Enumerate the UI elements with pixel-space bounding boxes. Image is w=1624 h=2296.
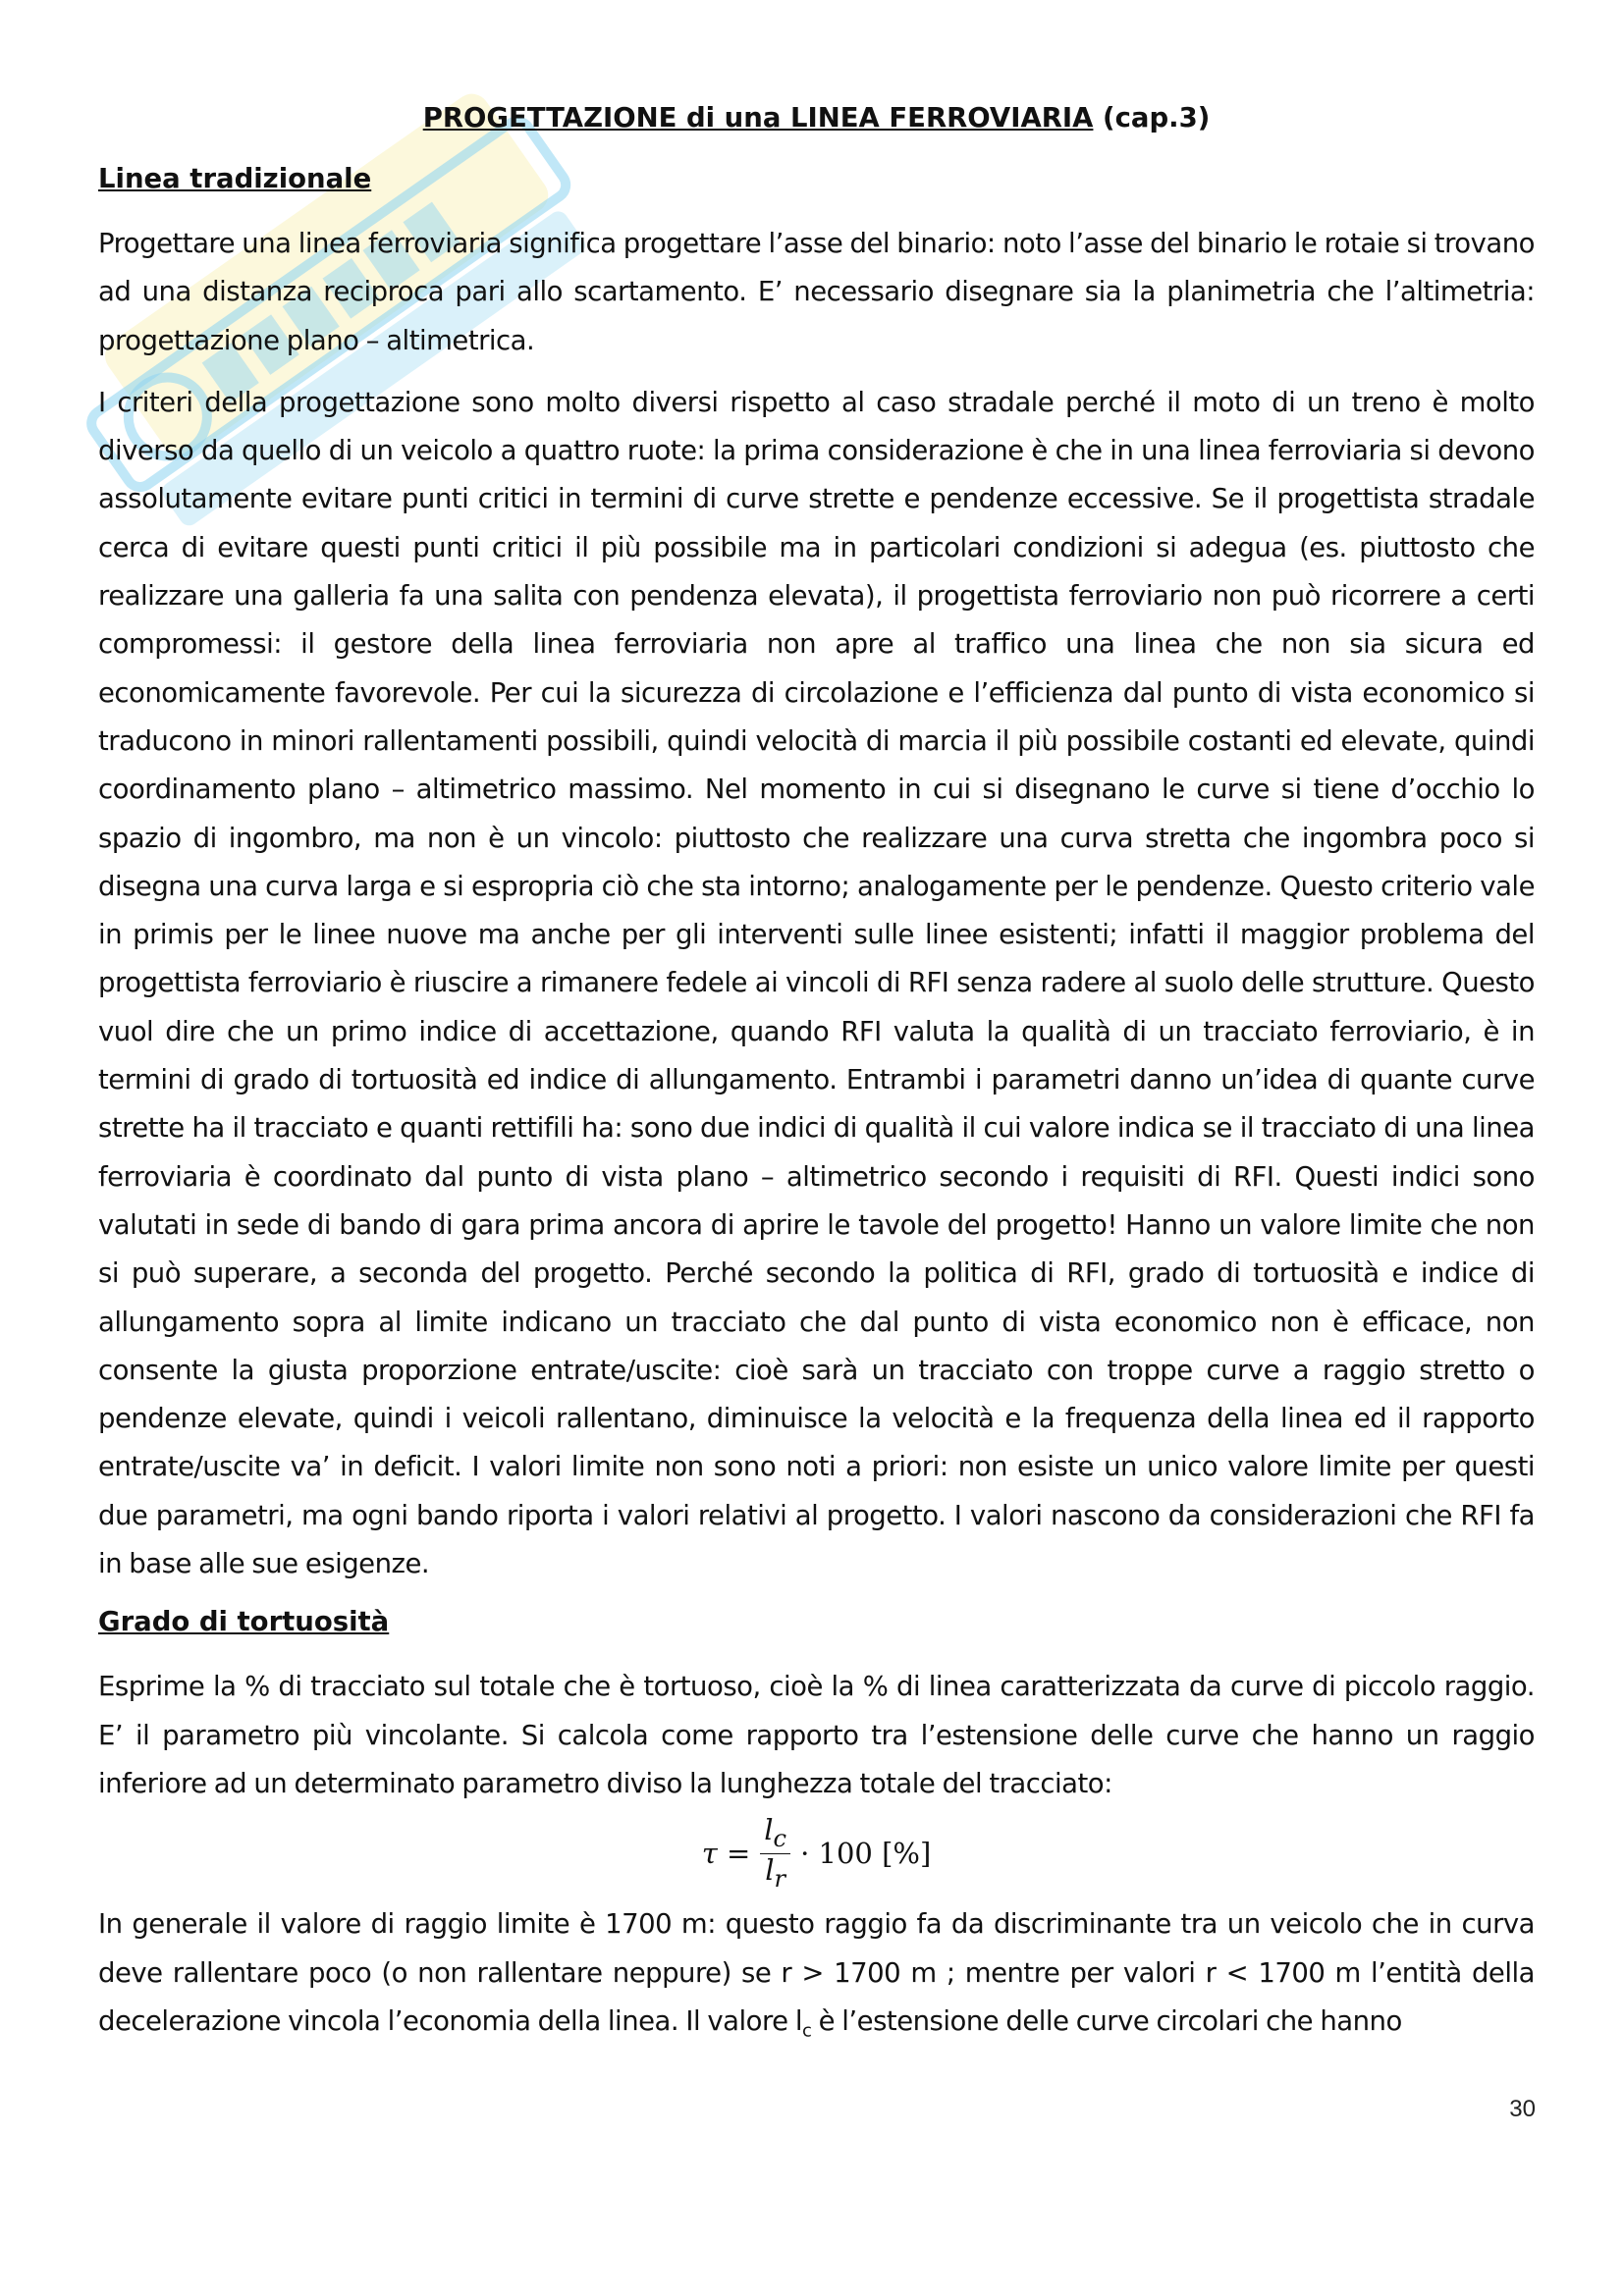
- tortuosity-formula: [98, 1812, 1535, 1895]
- formula-fraction: [760, 1814, 790, 1893]
- document-title: [98, 98, 1535, 137]
- formula-numerator: $l_c$: [760, 1814, 790, 1854]
- paragraph: In generale il valore di raggio limite è 1700 m: questo raggio fa da discriminante tra un veicolo che in curva deve rallentare poco (o non rallentare neppure) se r > 1700 m ; mentre per valori r < 1700 m l’entità della decelerazione vincola l’economia della linea. Il valore $l_c$ è l’estensione delle curve circolari che hanno: [98, 1908, 1535, 2042]
- paragraph: I criteri della progettazione sono molto diversi rispetto al caso stradale perché il moto di un treno è molto diverso da quello di un veicolo a quattro ruote: la prima considerazione è che in una linea ferroviaria si devono assolutamente evitare punti critici in termini di curve strette e pendenze eccessive. Se il progettista stradale cerca di evitare questi punti critici il più possibile ma in particolari condizioni si adegua (es. piuttosto che realizzare una galleria fa una salita con pendenza elevata), il progettista ferroviario non può ricorrere a certi compromessi: il gestore della linea ferroviaria non apre al traffico una linea che non sia sicura ed economicamente favorevole. Per cui la sicurezza di circolazione e l’efficienza dal punto di vista economico si traducono in minori rallentamenti possibili, quindi velocità di marcia il più possibile costanti ed elevate, quindi coordinamento plano – altimetrico massimo. Nel momento in cui si disegnano le curve si tiene d’occhio lo spazio di ingombro, ma non è un vincolo: piuttosto che realizzare una curva stretta che ingombra poco si disegna una curva larga e si espropria ciò che sta intorno; analogamente per le pendenze. Questo criterio vale in primis per le linee nuove ma anche per gli interventi sulle linee esistenti; infatti il maggior problema del progettista ferroviario è riuscire a rimanere fedele ai vincoli di RFI senza radere al suolo delle strutture. Questo vuol dire che un primo indice di accettazione, quando RFI valuta la qualità di un tracciato ferroviario, è in termini di grado di tortuosità ed indice di allungamento. Entrambi i parametri danno un’idea di quante curve strette ha il tracciato e quanti rettifili ha: sono due indici di qualità il cui valore indica se il tracciato di una linea ferroviaria è coordinato dal punto di vista plano – altimetrico secondo i requisiti di RFI. Questi indici sono valutati in sede di bando di gara prima ancora di aprire le tavole del progetto! Hanno un valore limite che non si può superare, a seconda del progetto. Perché secondo la politica di RFI, grado di tortuosità e indice di allungamento sopra al limite indicano un tracciato che dal punto di vista economico non è efficace, non consente la giusta proporzione entrate/uscite: cioè sarà un tracciato con troppe curve a raggio stretto o pendenze elevate, quindi i veicoli rallentano, diminuisce la velocità e la frequenza della linea ed il rapporto entrate/uscite va’ in deficit. I valori limite non sono noti a priori: non esiste un unico valore limite per questi due parametri, ma ogni bando riporta i valori relativi al progetto. I valori nascono da considerazioni che RFI fa in base alle sue esigenze.: [98, 386, 1535, 1580]
- section-linea-tradizionale: [98, 159, 1535, 1588]
- formula-lhs: τ =: [701, 1837, 751, 1871]
- document-title-suffix: (cap.3): [1103, 102, 1211, 133]
- section-grado-di-tortuosita: [98, 1602, 1535, 2055]
- formula-denominator: $l_r$: [765, 1852, 786, 1893]
- formula-rhs: · 100 [%]: [800, 1837, 932, 1871]
- document-title-main: PROGETTAZIONE di una LINEA FERROVIARIA: [422, 102, 1094, 133]
- paragraph: Progettare una linea ferroviaria significa progettare l’asse del binario: noto l’asse del binario le rotaie si trovano ad una distanza reciproca pari allo scartamento. E’ necessario disegnare sia la planimetria che l’altimetria: progettazione plano – altimetrica.: [98, 228, 1535, 356]
- document-page: [98, 98, 1535, 2069]
- paragraph: Esprime la % di tracciato sul totale che è tortuoso, cioè la % di linea caratterizzata da curve di piccolo raggio. E’ il parametro più vincolante. Si calcola come rapporto tra l’estensione delle curve che hanno un raggio inferiore ad un determinato parametro diviso la lunghezza totale del tracciato:: [98, 1671, 1535, 1799]
- section-heading: Grado di tortuosità: [98, 1606, 390, 1638]
- page-number: 30: [1509, 2096, 1536, 2122]
- section-heading: Linea tradizionale: [98, 163, 372, 194]
